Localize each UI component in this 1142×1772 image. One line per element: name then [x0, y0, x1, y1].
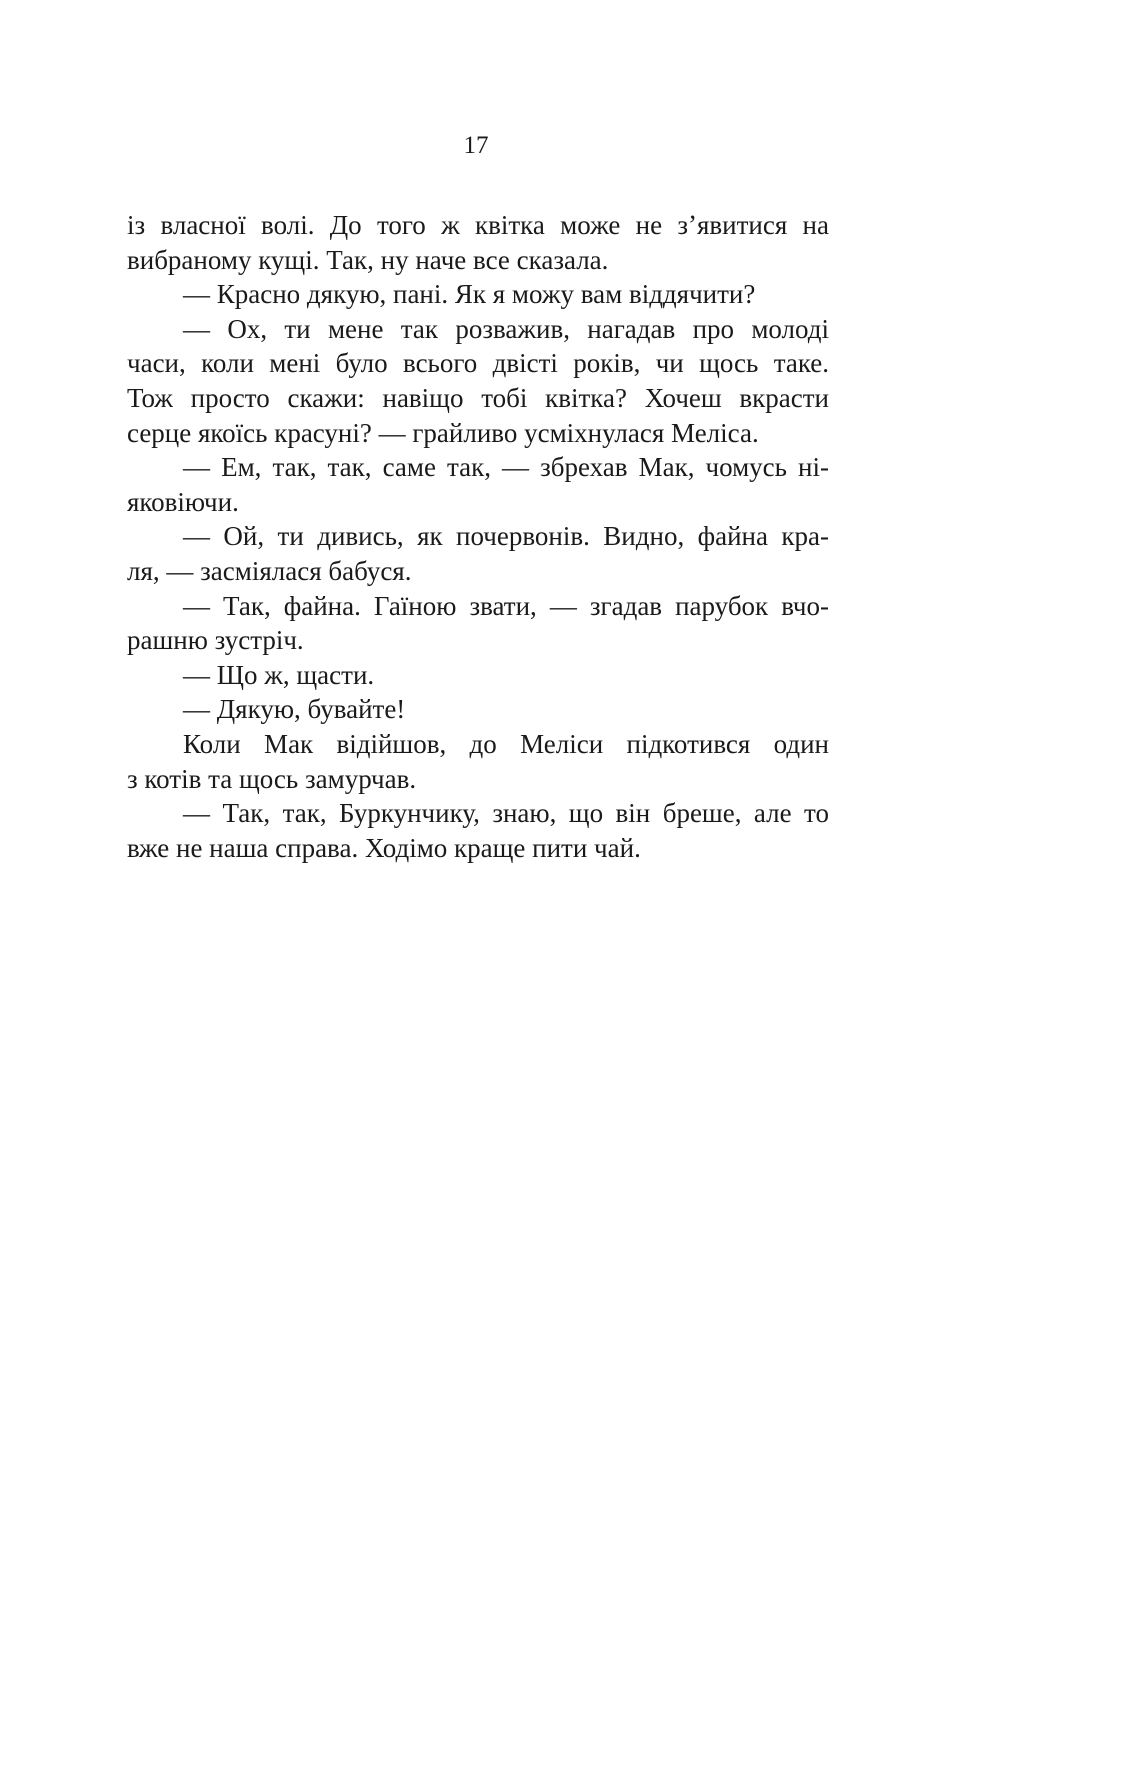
text-line: Тож просто скажи: навіщо тобі квітка? Хочеш вкрасти [127, 382, 829, 413]
text-line: — Що ж, щасти. [183, 659, 375, 690]
text-line: вибраному кущі. Так, ну наче все сказала. [127, 244, 609, 275]
text-line: із власної волі. До того ж квітка може не зʼявитися на [127, 210, 829, 240]
page-number: 17 [463, 132, 489, 159]
text-line: ля, — засміялася бабуся. [127, 555, 412, 586]
text-line: — Ох, ти мене так розважив, нагадав про молоді [183, 313, 829, 344]
text-line: — Дякую, бувайте! [183, 694, 406, 725]
text-line: яковіючи. [127, 486, 239, 517]
text-line: часи, коли мені було всього двісті років, чи щось таке. [127, 348, 829, 379]
text-line: рашню зустріч. [127, 625, 304, 656]
text-line: вже не наша справа. Ходімо краще пити чай. [127, 832, 641, 863]
text-line: — Так, файна. Гаїною звати, — згадав парубок вчо- [183, 590, 829, 621]
text-line: Коли Мак відійшов, до Меліси підкотився один [183, 728, 829, 759]
text-line: — Так, так, Буркунчику, знаю, що він бреше, але то [183, 798, 829, 829]
text-line: — Красно дякую, пані. Як я можу вам віддячити? [183, 279, 756, 310]
text-line: — Ой, ти дивись, як почервонів. Видно, файна кра- [183, 521, 829, 552]
text-line: з котів та щось замурчав. [127, 763, 417, 794]
body-text [127, 208, 829, 865]
text-line: серце якоїсь красуні? — грайливо усміхнулася Меліса. [127, 417, 759, 448]
text-line: — Ем, так, так, саме так, — збрехав Мак, чомусь ні- [183, 452, 829, 483]
